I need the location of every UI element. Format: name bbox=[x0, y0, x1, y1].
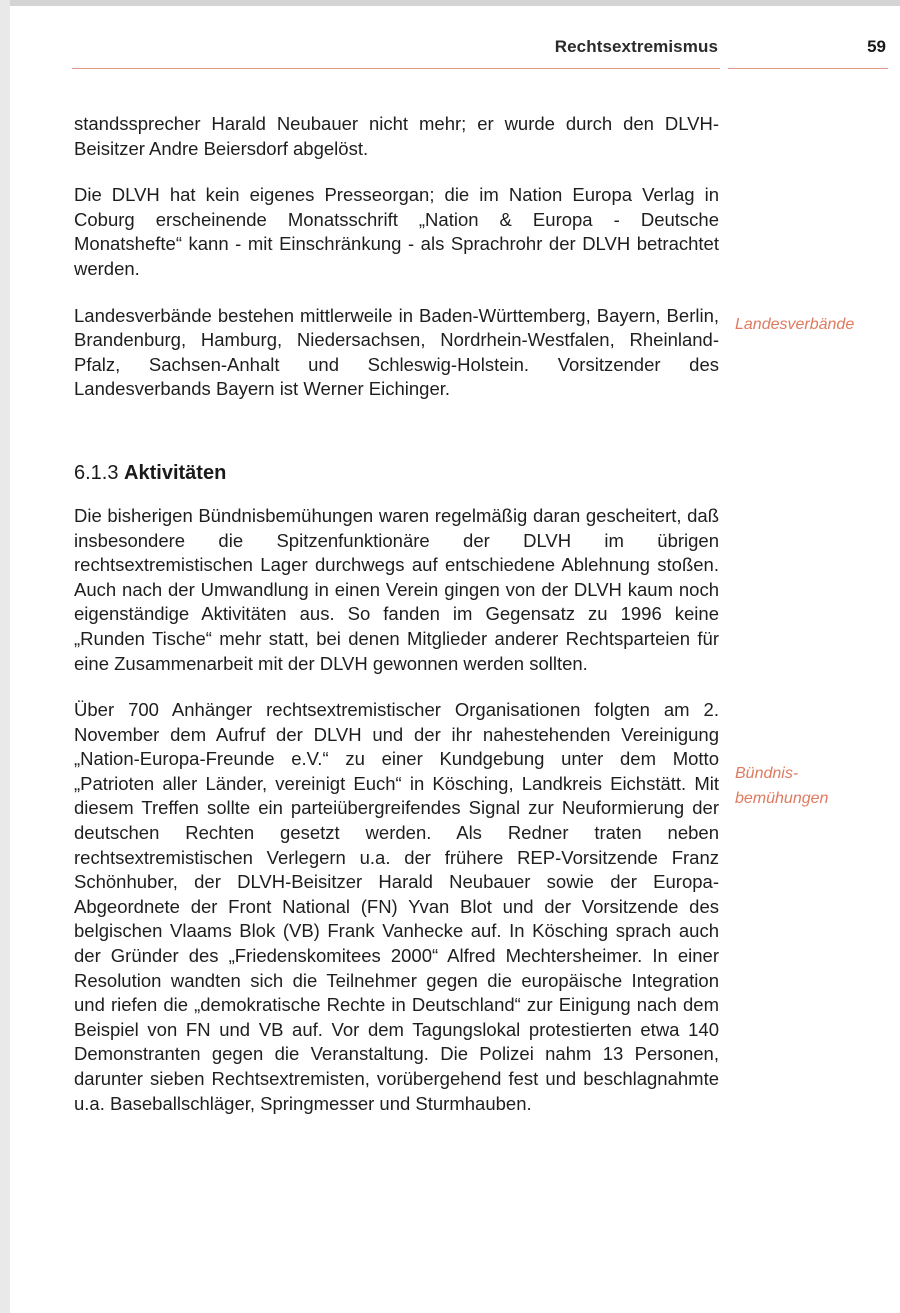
margin-note-buendnisbemuehungen bbox=[735, 762, 890, 811]
paragraph-landesverbaende: Landesverbände bestehen mittlerweile in Baden-Württemberg, Bayern, Berlin, Brandenburg, Hamburg, Niedersachsen, Nordrhein-Westfalen, Rheinland-Pfalz, Sachsen-Anhalt und Schleswig-Holstein. Vorsitzender des Landesverbands Bayern ist Werner Eichinger. bbox=[74, 304, 719, 400]
section-heading bbox=[74, 460, 719, 486]
margin-note-landesverbaende bbox=[735, 313, 890, 338]
page-body bbox=[74, 112, 719, 1116]
header-rule-margin bbox=[728, 68, 888, 69]
page-top-edge bbox=[0, 0, 900, 6]
margin-note-text: Landesverbände bbox=[735, 316, 855, 333]
paragraph-continuation: standssprecher Harald Neubauer nicht mehr; er wurde durch den DLVH-Beisitzer Andre Beiersdorf abgelöst. bbox=[74, 113, 719, 159]
running-header-title: Rechtsextremismus bbox=[554, 37, 718, 56]
paragraph-buendnisbemuehungen: Die bisherigen Bündnisbemühungen waren regelmäßig daran gescheitert, daß insbesondere die Spitzenfunktionäre der DLVH im übrigen rechtsextremistischen Lager durchwegs auf entschiedene Ablehnung stoßen. Auch nach der Umwandlung in einen Verein gingen von der DLVH kaum noch eigenständige Aktivitäten aus. So fanden im Gegensatz zu 1996 keine „Runden Tische“ mehr statt, bei denen Mitglieder anderer Rechtsparteien für eine Zusammenarbeit mit der DLVH gewonnen werden sollten. bbox=[74, 504, 719, 674]
margin-note-line: Bündnis- bbox=[735, 765, 799, 782]
header-rule bbox=[72, 68, 720, 69]
section-number: 6.1.3 bbox=[74, 461, 119, 484]
margin-note-line: bemühungen bbox=[735, 789, 829, 807]
page-left-edge bbox=[0, 0, 10, 1313]
paragraph-presseorgan: Die DLVH hat kein eigenes Presseorgan; die im Nation Europa Verlag in Coburg erscheinende Monatsschrift „Nation & Europa - Deutsche Monatshefte“ kann - mit Einschränkung - als Sprachrohr der DLVH betrachtet werden. bbox=[74, 184, 719, 279]
paragraph-kundgebung: Über 700 Anhänger rechtsextremistischer Organisationen folgten am 2. November dem Aufruf der DLVH und der ihr nahestehenden Vereinigung „Nation-Europa-Freunde e.V.“ zu einer Kundgebung unter dem Motto „Patrioten aller Länder, vereinigt Euch“ in Kösching, Landkreis Eichstätt. Mit diesem Treffen sollte ein parteiübergreifendes Signal zur Neuformierung der deutschen Rechten gesetzt werden. Als Redner traten neben rechtsextremistischen Verlegern u.a. der frühere REP-Vorsitzende Franz Schönhuber, der DLVH-Beisitzer Harald Neubauer sowie der Europa-Abgeordnete der Front National (FN) Yvan Blot und der Vorsitzende des belgischen Vlaams Blok (VB) Frank Vanhecke auf. In Kösching sprach auch der Gründer des „Friedenskomitees 2000“ Alfred Mechtersheimer. In einer Resolution wandten sich die Teilnehmer gegen die europäische Integration und riefen die „demokratische Rechte in Deutschland“ zur Einigung nach dem Beispiel von FN und VB auf. Vor dem Tagungslokal protestierten etwa 140 Demonstranten gegen die Veranstaltung. Die Polizei nahm 13 Personen, darunter sieben Rechtsextremisten, vorübergehend fest und beschlagnahmte u.a. Baseballschläger, Springmesser und Sturmhauben. bbox=[74, 699, 719, 1114]
page-number: 59 bbox=[867, 37, 886, 56]
section-title: Aktivitäten bbox=[124, 461, 227, 484]
